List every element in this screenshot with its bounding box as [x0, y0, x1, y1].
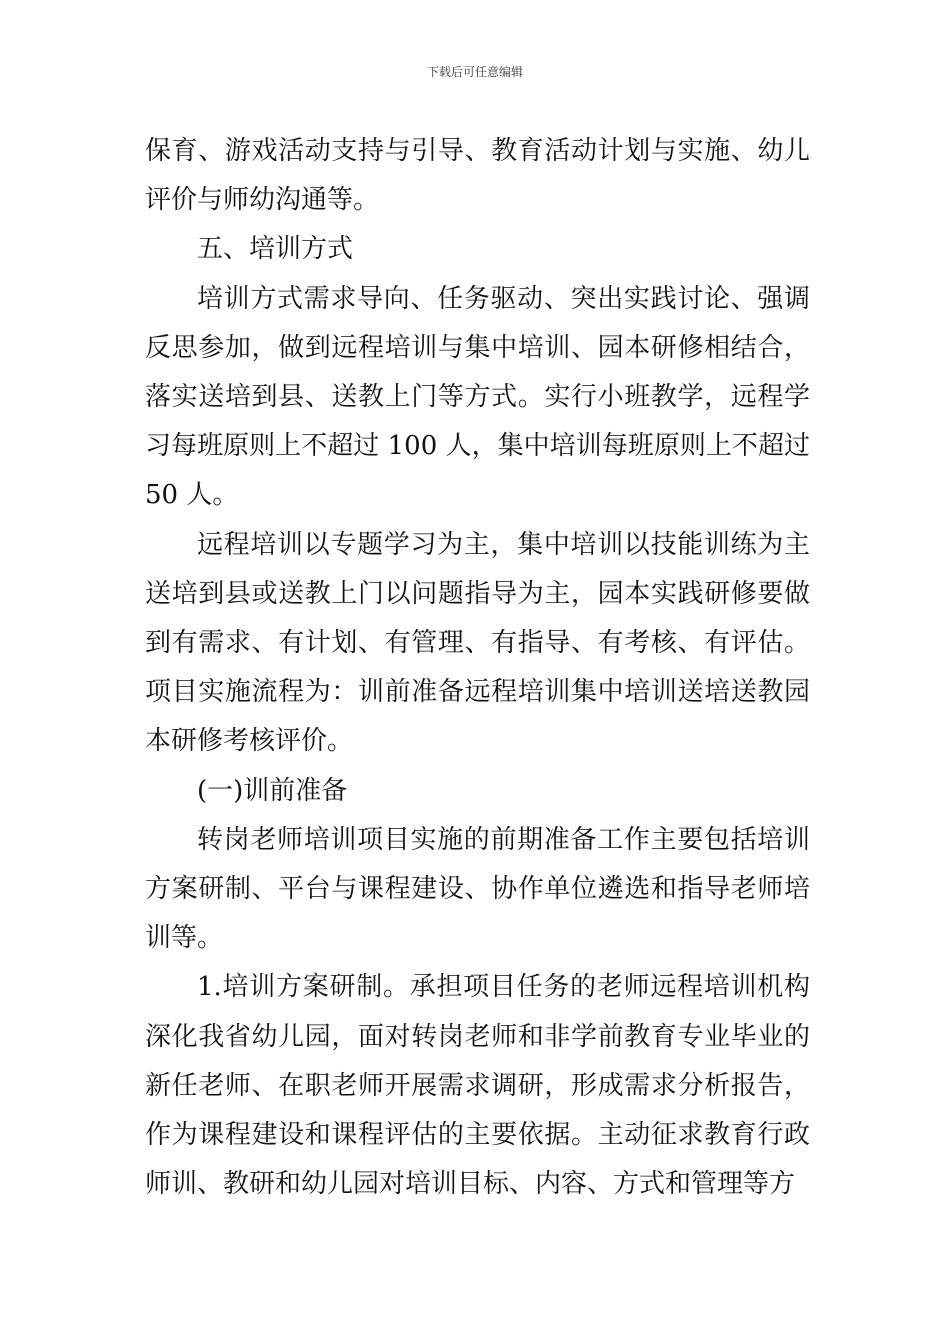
subsection-heading-pretraining: (一)训前准备	[197, 775, 348, 806]
document-body	[145, 127, 810, 1209]
page-header-note: 下载后可任意编辑	[426, 65, 523, 79]
paragraph-remote-training: 远程培训以专题学习为主，集中培训以技能训练为主送培到县或送教上门以问题指导为主，园本实践研修要做到有需求、有计划、有管理、有指导、有考核、有评估。项目实施流程为：训前准备远程培训集中培训送培送教园本研修考核评价。	[145, 529, 810, 757]
paragraph-training-methods: 培训方式需求导向、任务驱动、突出实践讨论、强调反思参加，做到远程培训与集中培训、园本研修相结合，落实送培到县、送教上门等方式。实行小班教学，远程学习每班原则上不超过 100 人，集中培训每班原则上不超过 50 人。	[145, 283, 810, 511]
section-heading-training-methods: 五、培训方式	[197, 234, 354, 265]
paragraph-1: 保育、游戏活动支持与引导、教育活动计划与实施、幼儿评价与师幼沟通等。	[145, 136, 810, 216]
paragraph-plan-development: 1.培训方案研制。承担项目任务的老师远程培训机构深化我省幼儿园，面对转岗老师和非学前教育专业毕业的新任老师、在职老师开展需求调研，形成需求分析报告，作为课程建设和课程评估的主要依据。主动征求教育行政师训、教研和幼儿园对培训目标、内容、方式和管理等方	[145, 972, 810, 1200]
paragraph-pretraining-prep: 转岗老师培训项目实施的前期准备工作主要包括培训方案研制、平台与课程建设、协作单位遴选和指导老师培训等。	[145, 824, 810, 954]
